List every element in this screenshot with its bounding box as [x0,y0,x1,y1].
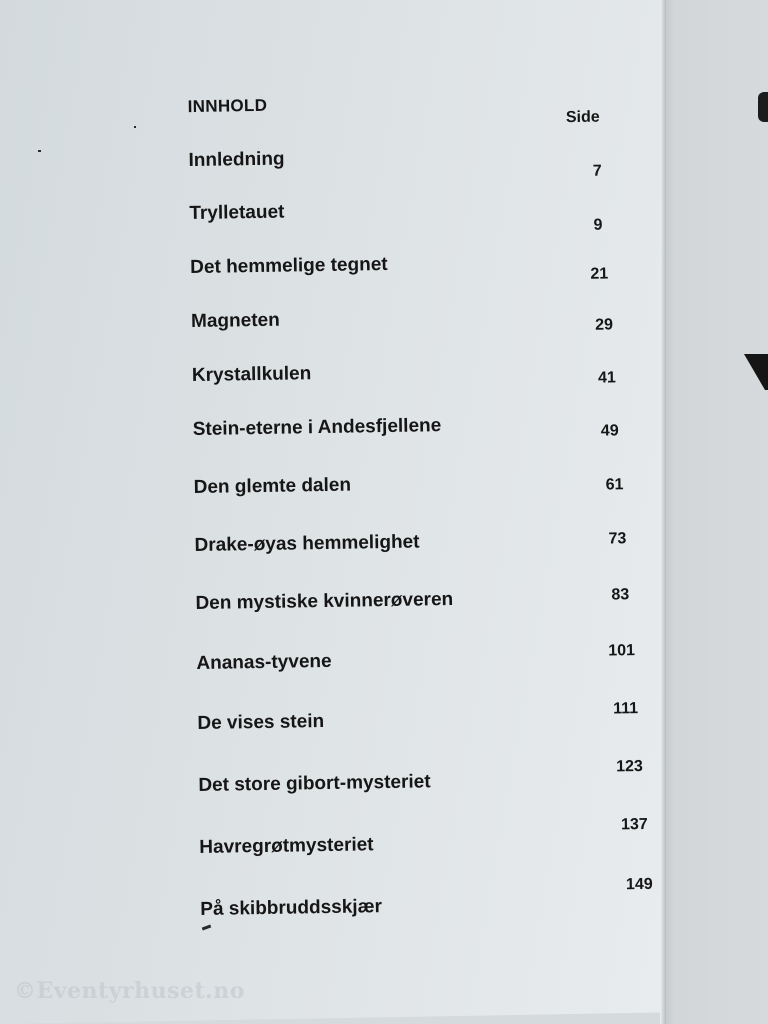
toc-entry-title: Den mystiske kvinnerøveren [195,588,454,615]
toc-entry-page: 73 [608,530,627,548]
toc-entry-page: 41 [597,369,616,387]
toc-entry-title: Innledning [188,148,285,172]
toc-entry-page: 149 [625,875,653,894]
toc-entry-title: Det store gibort-mysteriet [198,771,431,796]
watermark: ©Eventyrhuset.no [14,978,245,1004]
toc-entry-page: 83 [611,586,630,604]
toc-entry-title: Ananas-tyvene [196,650,332,674]
toc-entry-page: 137 [620,815,648,834]
toc-entry-page: 111 [613,700,639,718]
toc-entry-title: Magneten [190,309,280,333]
toc-entry-title: Den glemte dalen [193,474,352,499]
toc-entry-page: 123 [615,757,643,776]
toc-entry-title: De vises stein [197,710,325,734]
page-speck [38,150,41,152]
toc-entry-page: 49 [600,422,619,440]
toc-entry-page: 29 [595,316,614,334]
toc-entry-page: 61 [605,476,624,494]
toc-entry-title: Drake-øyas hemmelighet [194,531,420,557]
page-speck [134,126,136,128]
toc-entry-page: 9 [593,216,603,234]
page-column-label: Side [565,108,600,127]
toc-entry-title: Krystallkulen [191,363,312,387]
toc-entry-page: 21 [590,265,609,283]
toc-entry-title: Trylletauet [189,201,285,225]
toc-entry-title: Det hemmelige tegnet [190,253,388,279]
toc-entry-title: Havregrøtmysteriet [199,834,374,858]
toc-entry-page: 101 [608,642,636,660]
toc-heading: INNHOLD [187,95,268,117]
toc-entry-title: Stein-eterne i Andesfjellene [192,415,442,441]
toc-entry-title: På skibbruddsskjær [200,896,383,920]
toc-entry-page: 7 [592,162,602,180]
